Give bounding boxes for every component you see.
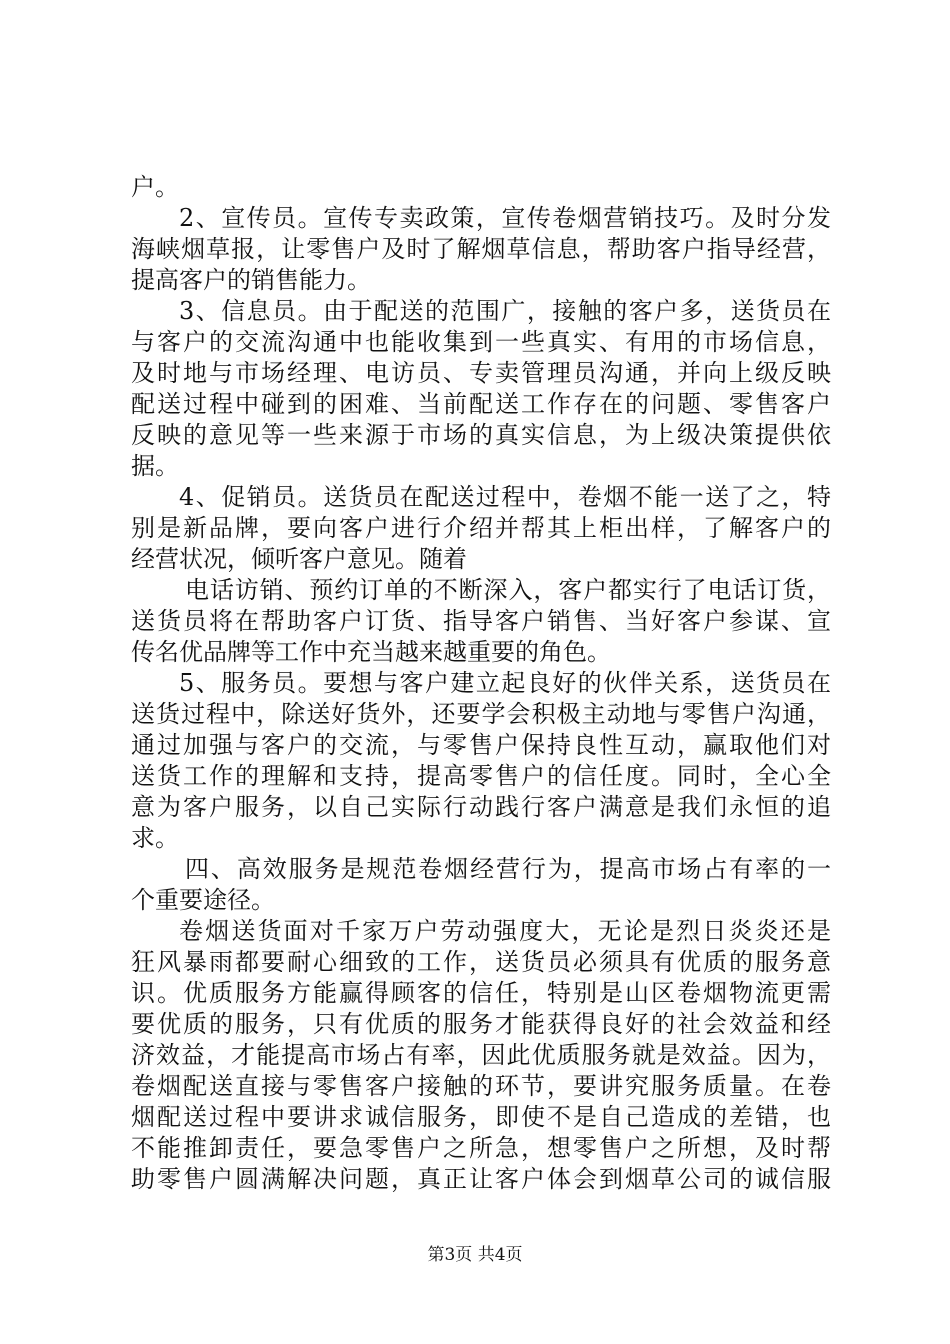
text-line: 送货过程中，除送好货外，还要学会积极主动地与零售户沟通， (131, 700, 831, 728)
text-line: 求。 (131, 824, 179, 852)
text-line: 四、高效服务是规范卷烟经营行为，提高市场占有率的一 (185, 855, 831, 883)
text-line: 卷烟送货面对千家万户劳动强度大，无论是烈日炎炎还是 (179, 917, 831, 945)
text-line: 4、促销员。送货员在配送过程中，卷烟不能一送了之，特 (179, 483, 831, 511)
text-line: 反映的意见等一些来源于市场的真实信息，为上级决策提供依 (131, 421, 831, 449)
text-line: 通过加强与客户的交流，与零售户保持良性互动，赢取他们对 (131, 731, 831, 759)
text-line: 送货员将在帮助客户订货、指导客户销售、当好客户参谋、宣 (131, 607, 831, 635)
text-line: 5、服务员。要想与客户建立起良好的伙伴关系，送货员在 (179, 669, 831, 697)
text-line: 据。 (131, 452, 179, 480)
text-line: 助零售户圆满解决问题，真正让客户体会到烟草公司的诚信服 (131, 1165, 831, 1193)
text-line: 户。 (131, 173, 179, 201)
text-line: 卷烟配送直接与零售客户接触的环节，要讲究服务质量。在卷 (131, 1072, 831, 1100)
text-line: 海峡烟草报，让零售户及时了解烟草信息，帮助客户指导经营， (131, 235, 831, 263)
text-line: 不能推卸责任，要急零售户之所急，想零售户之所想，及时帮 (131, 1134, 831, 1162)
text-line: 送货工作的理解和支持，提高零售户的信任度。同时，全心全 (131, 762, 831, 790)
text-line: 与客户的交流沟通中也能收集到一些真实、有用的市场信息， (131, 328, 831, 356)
text-line: 别是新品牌，要向客户进行介绍并帮其上柜出样，了解客户的 (131, 514, 831, 542)
text-line: 电话访销、预约订单的不断深入，客户都实行了电话订货， (185, 576, 831, 604)
text-line: 个重要途径。 (131, 886, 275, 914)
text-line: 提高客户的销售能力。 (131, 266, 371, 294)
text-line: 3、信息员。由于配送的范围广，接触的客户多，送货员在 (179, 297, 831, 325)
text-line: 意为客户服务，以自己实际行动践行客户满意是我们永恒的追 (131, 793, 831, 821)
text-line: 烟配送过程中要讲求诚信服务，即使不是自己造成的差错，也 (131, 1103, 831, 1131)
text-line: 传名优品牌等工作中充当越来越重要的角色。 (131, 638, 611, 666)
text-line: 济效益，才能提高市场占有率，因此优质服务就是效益。因为， (131, 1041, 831, 1069)
text-line: 2、宣传员。宣传专卖政策，宣传卷烟营销技巧。及时分发 (179, 204, 831, 232)
text-line: 要优质的服务，只有优质的服务才能获得良好的社会效益和经 (131, 1010, 831, 1038)
page-footer: 第3页 共4页 (427, 1245, 523, 1265)
text-line: 狂风暴雨都要耐心细致的工作，送货员必须具有优质的服务意 (131, 948, 831, 976)
document-body (131, 172, 831, 1195)
text-line: 识。优质服务方能赢得顾客的信任，特别是山区卷烟物流更需 (131, 979, 831, 1007)
text-line: 经营状况，倾听客户意见。随着 (131, 545, 467, 573)
text-line: 配送过程中碰到的困难、当前配送工作存在的问题、零售客户 (131, 390, 831, 418)
text-line: 及时地与市场经理、电访员、专卖管理员沟通，并向上级反映 (131, 359, 831, 387)
